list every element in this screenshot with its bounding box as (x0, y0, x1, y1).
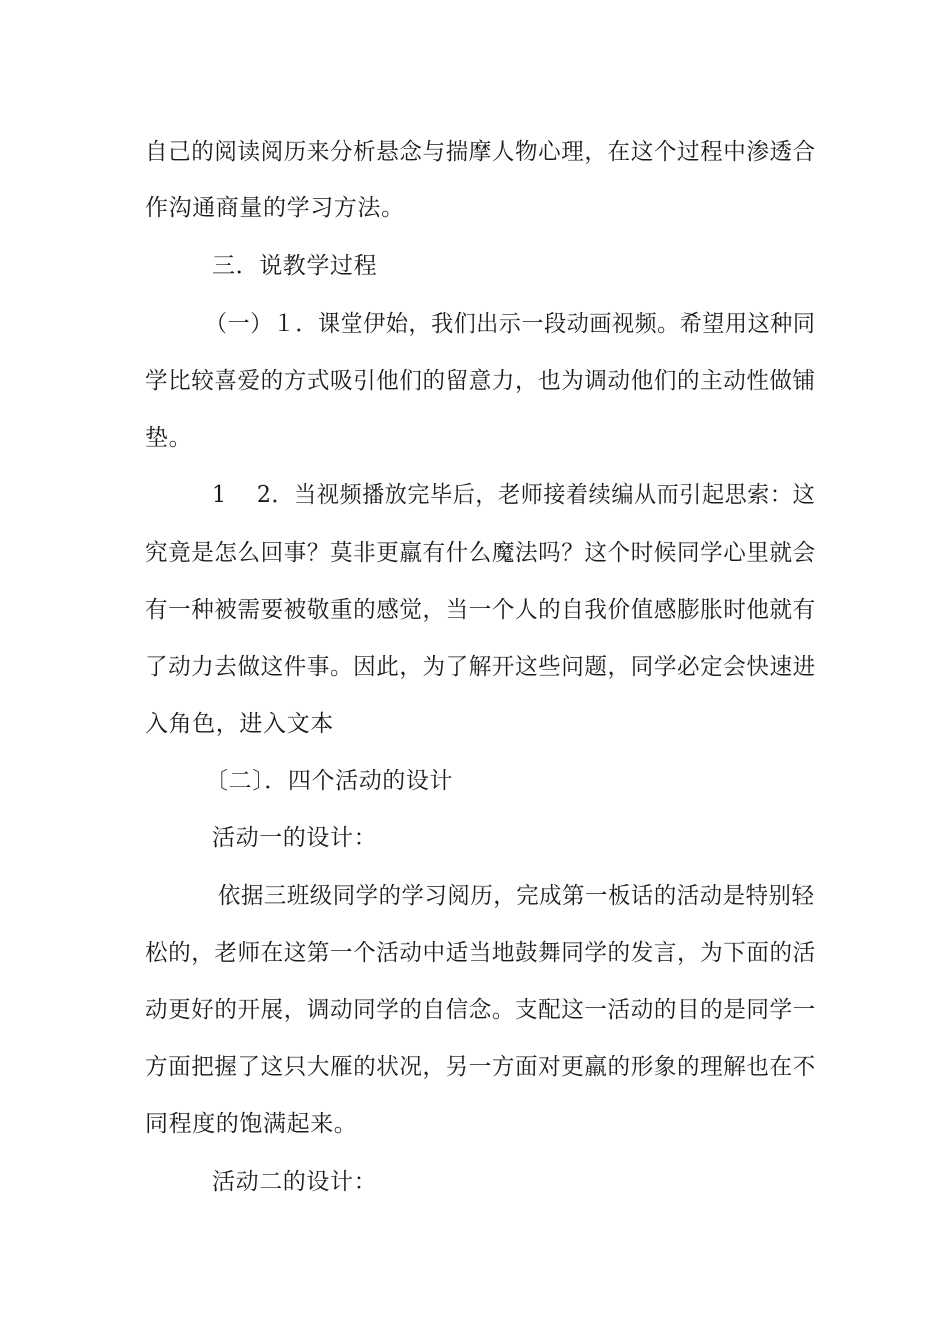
body-text-line: 究竟是怎么回事？莫非更羸有什么魔法吗？这个时候同学心里就会 (145, 540, 816, 566)
body-text-line: 垫。 (145, 425, 193, 451)
body-text-line: 了动力去做这件事。因此，为了解开这些问题，同学必定会快速进 (145, 654, 816, 680)
body-text-line: 方面把握了这只大雁的状况，另一方面对更羸的形象的理解也在不 (145, 1054, 816, 1080)
body-text-line: 依据三班级同学的学习阅历，完成第一板话的活动是特别轻 (218, 883, 815, 909)
subsection-heading: 活动二的设计： (212, 1169, 378, 1195)
body-text-line: 动更好的开展，调动同学的自信念。支配这一活动的目的是同学一 (145, 997, 816, 1023)
body-text-line: 作沟通商量的学习方法。 (145, 195, 405, 221)
section-heading: 三．说教学过程 (212, 253, 378, 279)
body-text-line: 入角色，进入文本 (145, 711, 334, 737)
body-text-line: 1 2．当视频播放完毕后，老师接着续编从而引起思索：这 (212, 482, 816, 508)
body-text-line: 有一种被需要被敬重的感觉，当一个人的自我价值感膨胀时他就有 (145, 597, 816, 623)
body-text-line: （一）１．课堂伊始，我们出示一段动画视频。希望用这种同 (205, 311, 816, 337)
body-text-line: 学比较喜爱的方式吸引他们的留意力，也为调动他们的主动性做铺 (145, 368, 816, 394)
body-text-line: 自己的阅读阅历来分析悬念与揣摩人物心理，在这个过程中渗透合 (145, 139, 816, 165)
body-text-line: 松的，老师在这第一个活动中适当地鼓舞同学的发言，为下面的活 (145, 940, 816, 966)
body-text-line: 同程度的饱满起来。 (145, 1111, 358, 1137)
subsection-heading: 活动一的设计： (212, 825, 378, 851)
section-heading: 〔二〕．四个活动的设计 (205, 768, 454, 794)
